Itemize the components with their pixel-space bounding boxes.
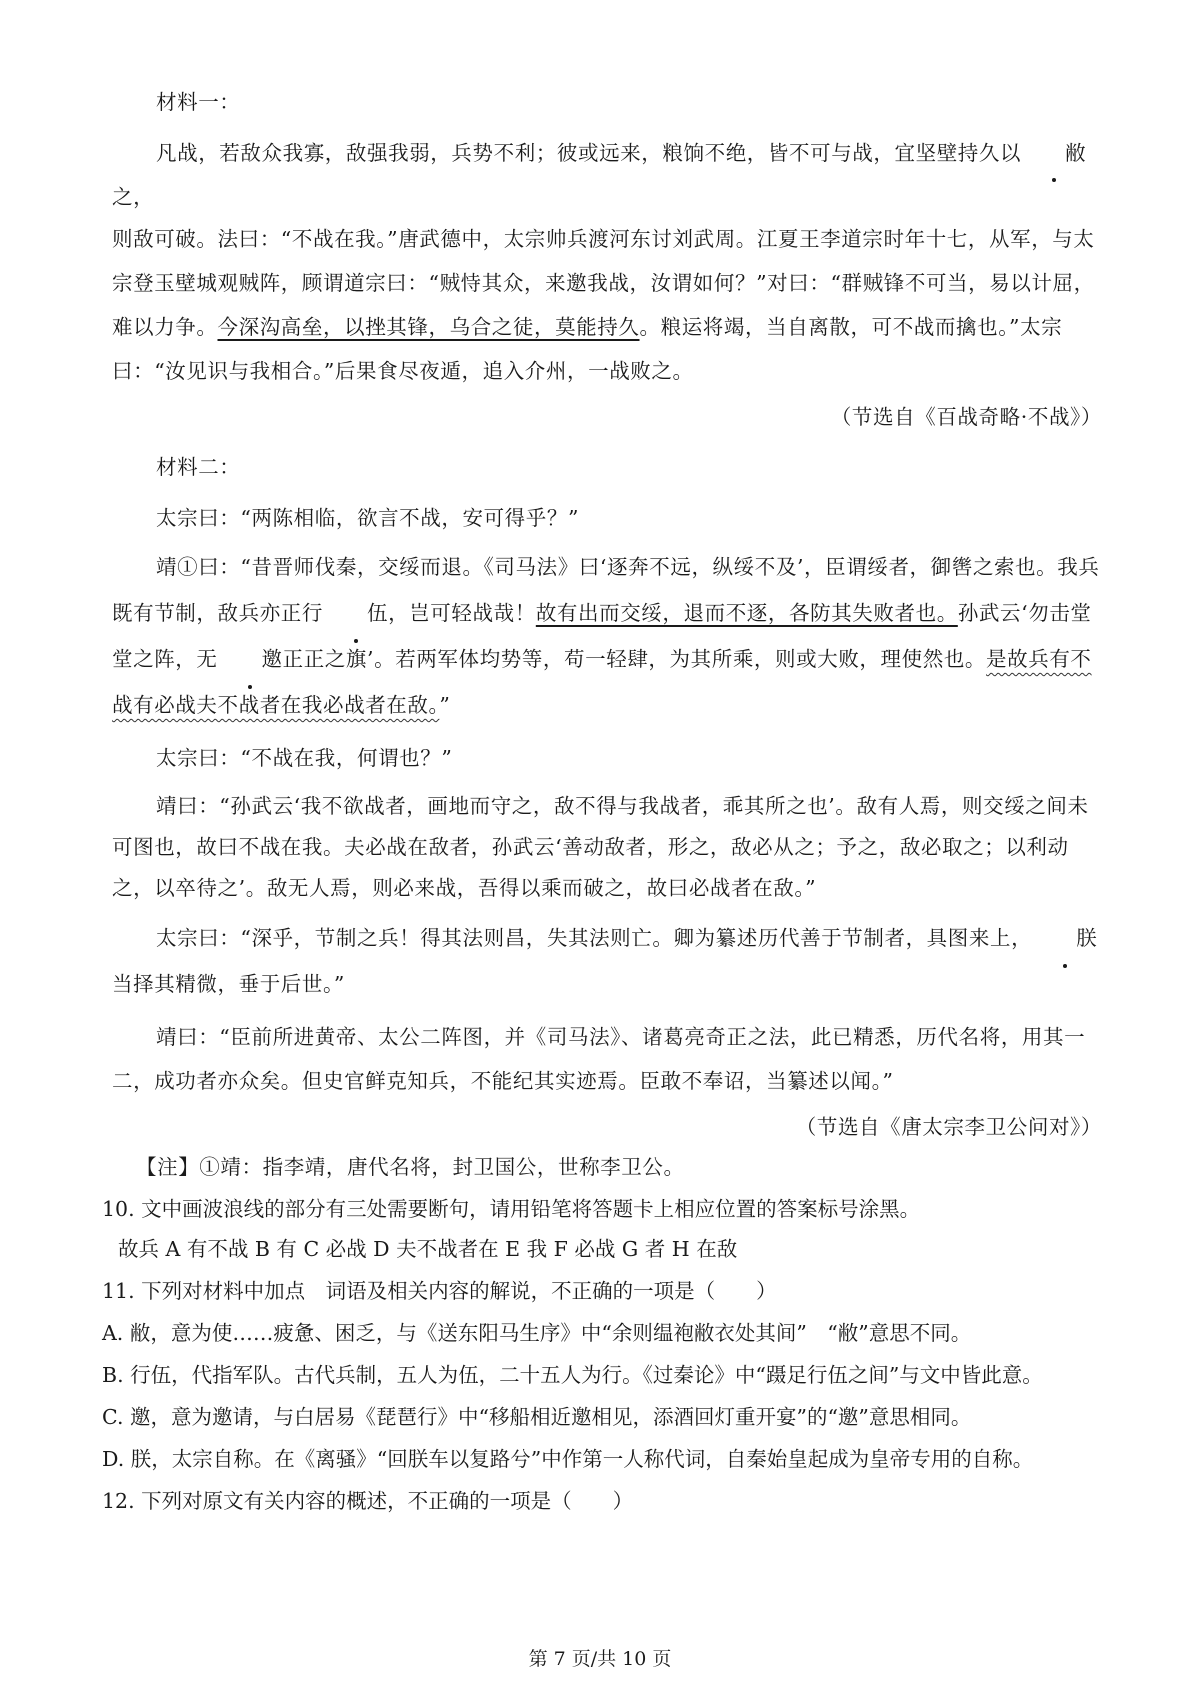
question-12: 12. 下列对原文有关内容的概述，不正确的一项是（ ）	[102, 1489, 634, 1513]
material2-para6: 靖曰：“臣前所进黄帝、太公二阵图，并《司马法》、诸葛亮奇正之法，此已精悉，历代名将，用其一二，成功者亦众矣。但史官鲜克知兵，不能纪其实迹焉。臣敢不奉诏，当纂述以闻。”	[112, 1025, 1086, 1093]
footnote: 【注】①靖：指李靖，唐代名将，封卫国公，世称李卫公。	[136, 1155, 685, 1179]
material2-para2-e: ”	[439, 693, 451, 717]
wavy-line-sentence: 是故兵有不战有必战夫不战者在我必战者在敌。	[112, 647, 1092, 717]
question-11-option-a: A. 敝，意为使……疲惫、困乏，与《送东阳马生序》中“余则缊袍敝衣处其间” “敝”意思不同。	[102, 1321, 972, 1345]
material2-source: （节选自《唐太宗李卫公问对》）	[795, 1115, 1102, 1139]
underlined-sentence-2: 故有出而交绥，退而不逐，各防其失败者也。	[535, 601, 958, 625]
dotted-word-yao: 邀	[218, 636, 283, 682]
material1-heading: 材料一：	[156, 90, 241, 114]
material1-text-c: 则敌可破。法曰：“不战在我。”唐武德中，太宗帅兵渡河东讨刘武周。江夏王李道宗时年十七，从军，与太宗登玉壁城观贼阵，顾谓道宗曰：“贼恃其众，来邀我战，汝谓如何？”对曰：“群贼锋不可当，易以计屈，难以力争。	[112, 227, 1095, 339]
dotted-word-bi: 敝	[1021, 131, 1086, 175]
material1-text-b: 之，	[112, 185, 155, 209]
material2-para2	[112, 544, 1102, 728]
question-11: 11. 下列对材料中加点 词语及相关内容的解说，不正确的一项是（ ）	[102, 1279, 777, 1303]
material2-para2-c: 孙武云‘勿击堂堂之阵，无	[112, 601, 1092, 671]
dotted-word-zhen: 朕	[1032, 915, 1097, 961]
material2-para2-b: ，岂可轻战哉！	[388, 601, 536, 625]
page-footer: 第 7 页/共 10 页	[528, 1648, 672, 1670]
material2-para2-d: 正正之旗’。若两军体均势等，苟一轻肆，为其所乘，则或大败，理使然也。	[282, 647, 987, 671]
question-11-option-b: B. 行伍，代指军队。古代兵制，五人为伍，二十五人为行。《过秦论》中“蹑足行伍之间”与文中皆此意。	[102, 1363, 1043, 1387]
material2-para4: 靖曰：“孙武云‘我不欲战者，画地而守之，敌不得与我战者，乖其所之也’。敌有人焉，则交绥之间未可图也，故曰不战在我。夫必战在敌者，孙武云‘善动敌者，形之，敌必从之；予之，敌必取之；以利动之，以卒待之’。敌无人焉，则必来战，吾得以乘而破之，故曰必战者在敌。”	[112, 794, 1089, 900]
underlined-sentence-1: 今深沟高垒，以挫其锋，乌合之徒，莫能持久	[217, 315, 640, 339]
material1-passage-cont	[112, 217, 1102, 393]
material2-para5	[112, 915, 1102, 1007]
question-10-sentence: 故兵 A 有不战 B 有 C 必战 D 夫不战者在 E 我 F 必战 G 者 H 在敌	[118, 1237, 738, 1261]
material1-text-a: 凡战，若敌众我寡，敌强我弱，兵势不利；彼或远来，粮饷不绝，皆不可与战，宜坚壁持久以	[156, 141, 1022, 165]
material1-text-d: 。粮运将竭，当自离散，可不战而擒也。”太宗曰：“汝见识与我相合。”后果食尽夜遁，追入介州，一战败之。	[112, 315, 1063, 383]
material2-para2-a: 靖①曰：“昔晋师伐秦，交绥而退。《司马法》曰‘逐奔不远，纵绥不及’，臣谓绥者，御辔之索也。我兵既有节制，敌兵亦正行	[112, 555, 1100, 625]
material2-para1: 太宗曰：“两陈相临，欲言不战，安可得乎？”	[156, 506, 580, 530]
question-11-option-c: C. 邀，意为邀请，与白居易《琵琶行》中“移船相近邀相见，添酒回灯重开宴”的“邀”意思相同。	[102, 1405, 972, 1429]
material1-source: （节选自《百战奇略·不战》）	[830, 405, 1102, 429]
question-10: 10. 文中画波浪线的部分有三处需要断句，请用铅笔将答题卡上相应位置的答案标号涂黑。	[102, 1197, 921, 1221]
material2-para5-b: 当择其精微，垂于后世。”	[112, 972, 345, 996]
dotted-word-wu: 伍	[323, 590, 388, 636]
material2-para5-a: 太宗曰：“深乎，节制之兵！得其法则昌，失其法则亡。卿为纂述历代善于节制者，具图来上，	[156, 926, 1033, 950]
material2-para3: 太宗曰：“不战在我，何谓也？”	[156, 746, 453, 770]
page-content	[102, 88, 1102, 1515]
material2-heading: 材料二：	[156, 455, 241, 479]
material1-passage	[112, 131, 1102, 219]
question-11-option-d: D. 朕，太宗自称。在《离骚》“回朕车以复路兮”中作第一人称代词，自秦始皇起成为皇帝专用的自称。	[102, 1447, 1034, 1471]
